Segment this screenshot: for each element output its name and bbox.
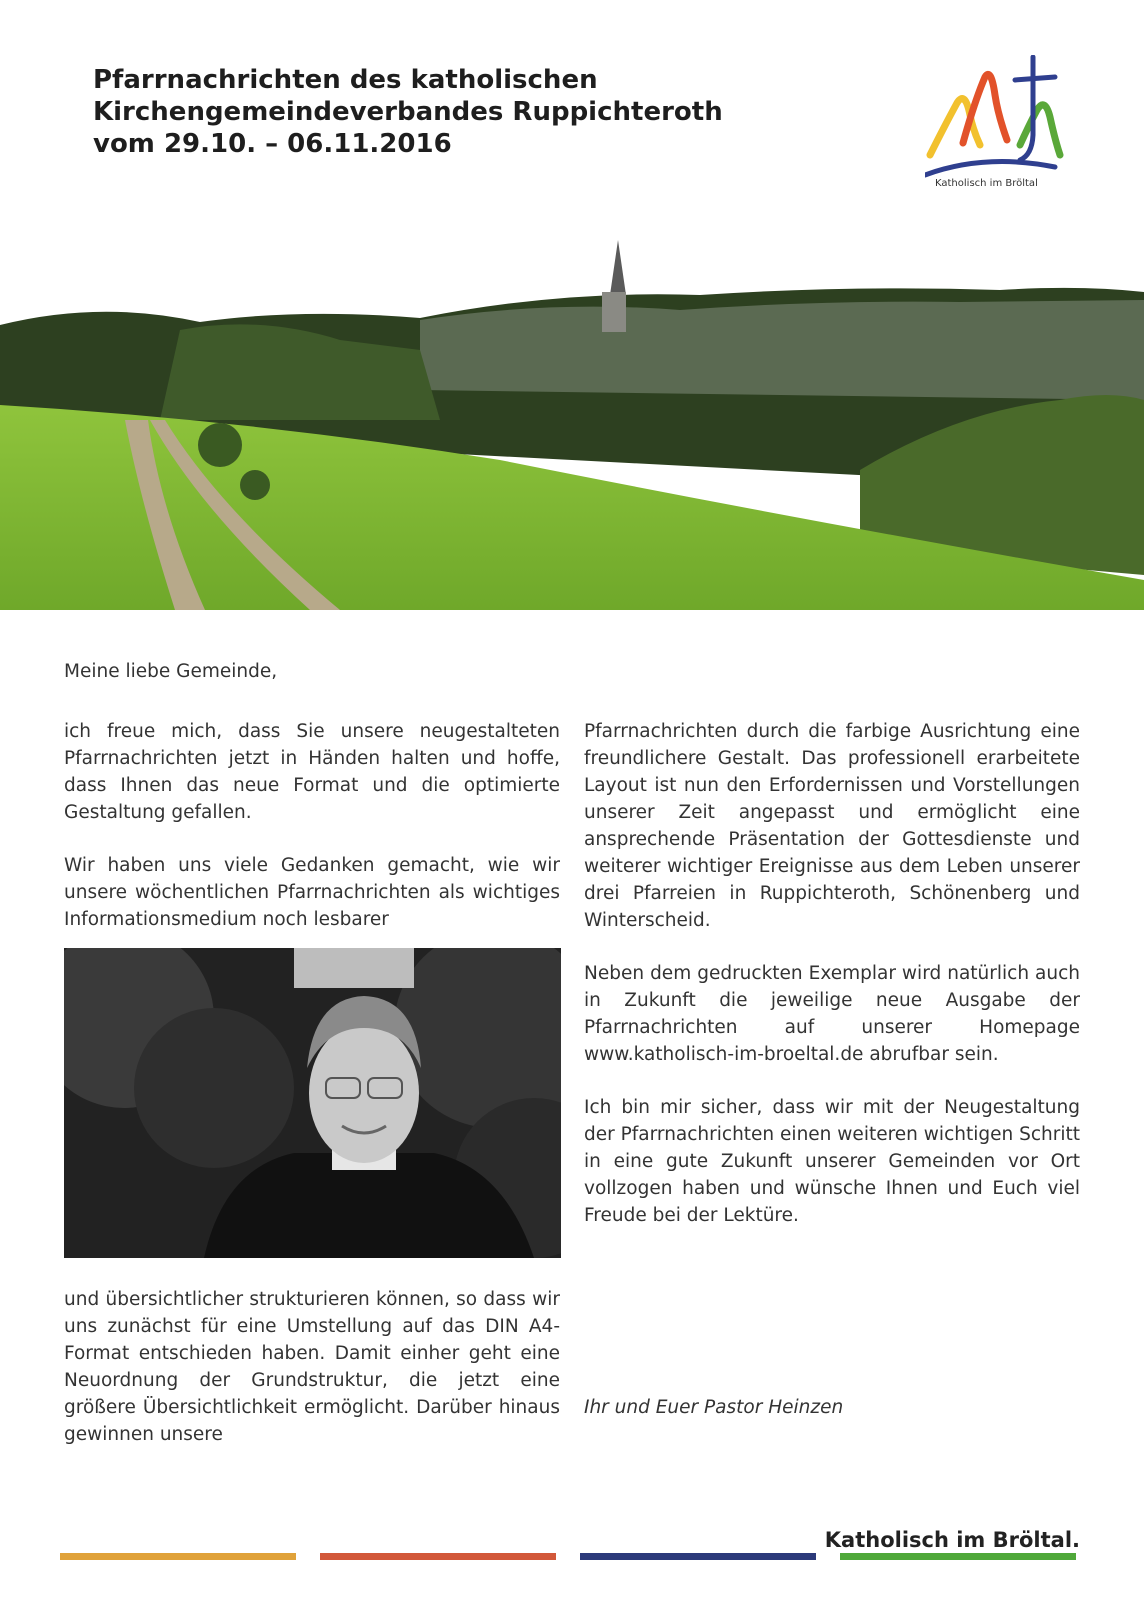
footer-brand: Katholisch im Bröltal. xyxy=(824,1528,1080,1552)
title-line-1: Pfarrnachrichten des katholischen xyxy=(93,65,598,95)
logo-caption: Katholisch im Bröltal xyxy=(935,178,1038,189)
footer-bar-green xyxy=(840,1553,1076,1560)
landscape-photo xyxy=(0,230,1144,610)
letter-column-right xyxy=(584,718,1080,1255)
letter-paragraph: ich freue mich, dass Sie unsere neugestalteten Pfarrnachrichten jetzt in Händen halten und hoffe, dass Ihnen das neue Format und die optimierte Gestaltung gefallen. xyxy=(64,721,560,823)
footer-bar-orange xyxy=(60,1553,296,1560)
signature: Ihr und Euer Pastor Heinzen xyxy=(584,1397,844,1418)
title-line-2: Kirchengemeindeverbandes Ruppichteroth xyxy=(93,97,723,127)
pastor-portrait-photo xyxy=(64,948,561,1258)
letter-paragraph: und übersichtlicher strukturieren können, so dass wir uns zunächst für eine Umstellung auf das DIN A4-Format entschieden haben. Damit einher geht eine Neuordnung der Grundstruktur, die jetzt eine größere Übersichtlichkeit ermöglicht. Darüber hinaus gewinnen unsere xyxy=(64,1289,560,1445)
page-title xyxy=(93,64,793,160)
letter-paragraph: Pfarrnachrichten durch die farbige Ausrichtung eine freundlichere Gestalt. Das professionell erarbeitete Layout ist nun den Erfordernissen und Vorstellungen unserer Zeit angepasst und ermöglicht eine ansprechende Präsentation der Gottesdienste und weiterer wichtiger Ereignisse aus dem Leben unserer drei Pfarreien in Ruppichteroth, Schönenberg und Winterscheid. xyxy=(584,721,1080,931)
letter-paragraph: Neben dem gedruckten Exemplar wird natürlich auch in Zukunft die jeweilige neue Ausgabe der Pfarrnachrichten auf unserer Homepage www.katholisch-im-broeltal.de abrufbar sein. xyxy=(584,963,1080,1065)
title-line-3: vom 29.10. – 06.11.2016 xyxy=(93,129,452,159)
salutation: Meine liebe Gemeinde, xyxy=(64,661,278,682)
letter-paragraph: Wir haben uns viele Gedanken gemacht, wie wir unsere wöchentlichen Pfarrnachrichten als wichtiges Informationsmedium noch lesbarer xyxy=(64,855,560,930)
letter-column-left-top xyxy=(64,718,560,959)
footer-bar-red xyxy=(320,1553,556,1560)
letter-paragraph: Ich bin mir sicher, dass wir mit der Neugestaltung der Pfarrnachrichten einen weiteren wichtigen Schritt in eine gute Zukunft unserer Gemeinden vor Ort vollzogen haben und wünsche Ihnen und Euch viel Freude bei der Lektüre. xyxy=(584,1097,1080,1226)
footer-bar-blue xyxy=(580,1553,816,1560)
letter-column-left-bottom xyxy=(64,1286,560,1474)
